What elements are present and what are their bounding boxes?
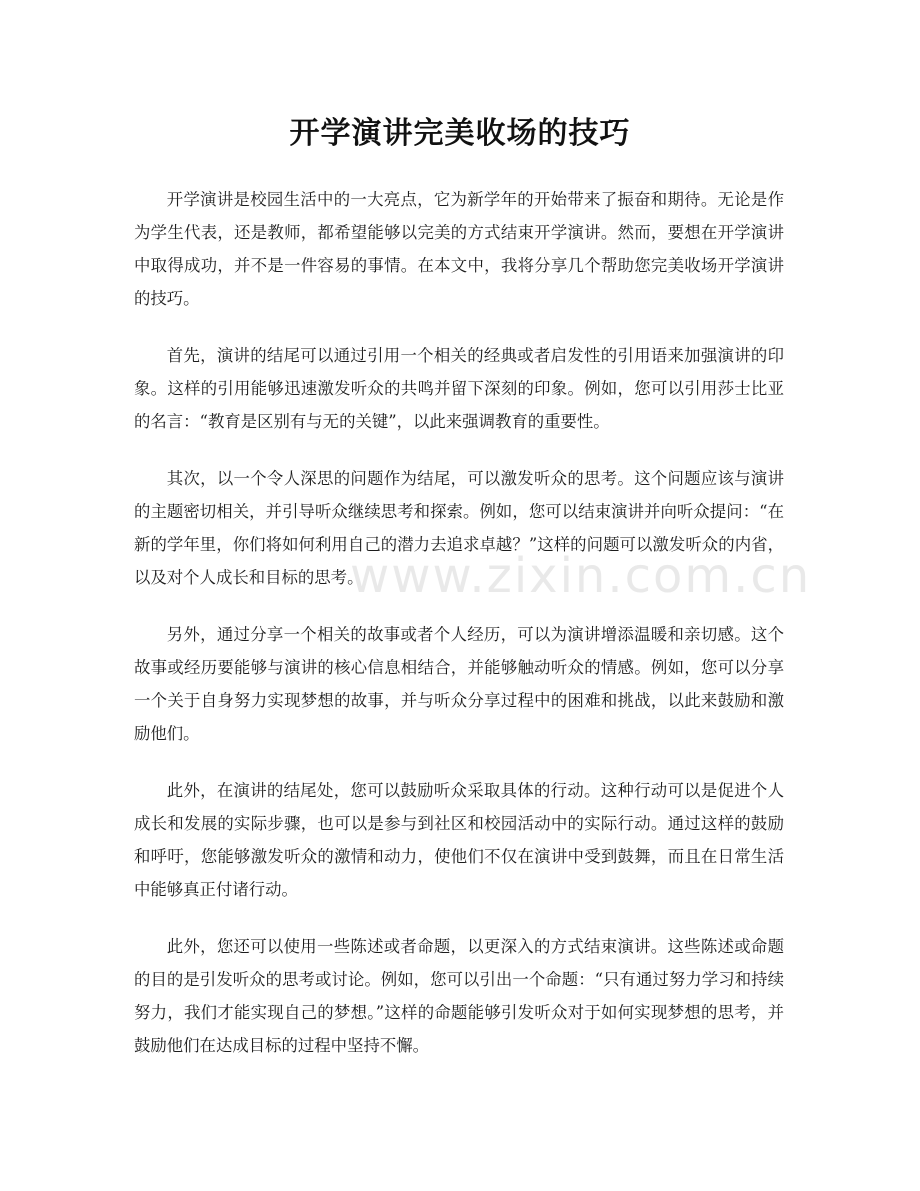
paragraph-5: 此外，在演讲的结尾处，您可以鼓励听众采取具体的行动。这种行动可以是促进个人成长和发展的实际步骤，也可以是参与到社区和校园活动中的实际行动。通过这样的鼓励和呼吁，您能够激发听众的激情和动力，使他们不仅在演讲中受到鼓舞，而且在日常生活中能够真正付诸行动。 (134, 781, 784, 899)
paragraph-6: 此外，您还可以使用一些陈述或者命题，以更深入的方式结束演讲。这些陈述或命题的目的是引发听众的思考或讨论。例如，您可以引出一个命题：“只有通过努力学习和持续努力，我们才能实现自己的梦想。”这样的命题能够引发听众对于如何实现梦想的思考，并鼓励他们在达成目标的过程中坚持不懈。 (134, 937, 784, 1055)
watermark: www.zixin.com.cn (350, 548, 812, 604)
document-title: 开学演讲完美收场的技巧 (289, 116, 631, 151)
paragraph-4: 另外，通过分享一个相关的故事或者个人经历，可以为演讲增添温暖和亲切感。这个故事或经历要能够与演讲的核心信息相结合，并能够触动听众的情感。例如，您可以分享一个关于自身努力实现梦想的故事，并与听众分享过程中的困难和挑战，以此来鼓励和激励他们。 (134, 625, 784, 743)
paragraph-1: 开学演讲是校园生活中的一大亮点，它为新学年的开始带来了振奋和期待。无论是作为学生代表，还是教师，都希望能够以完美的方式结束开学演讲。然而，要想在开学演讲中取得成功，并不是一件容易的事情。在本文中，我将分享几个帮助您完美收场开学演讲的技巧。 (134, 190, 784, 308)
paragraph-3: 其次，以一个令人深思的问题作为结尾，可以激发听众的思考。这个问题应该与演讲的主题密切相关，并引导听众继续思考和探索。例如，您可以结束演讲并向听众提问：“在新的学年里，你们将如何利用自己的潜力去追求卓越？”这样的问题可以激发听众的内省，以及对个人成长和目标的思考。 (134, 469, 784, 587)
document-body (134, 183, 784, 1086)
paragraph-2: 首先，演讲的结尾可以通过引用一个相关的经典或者启发性的引用语来加强演讲的印象。这样的引用能够迅速激发听众的共鸣并留下深刻的印象。例如，您可以引用莎士比亚的名言：“教育是区别有与无的关键”，以此来强调教育的重要性。 (134, 346, 784, 431)
